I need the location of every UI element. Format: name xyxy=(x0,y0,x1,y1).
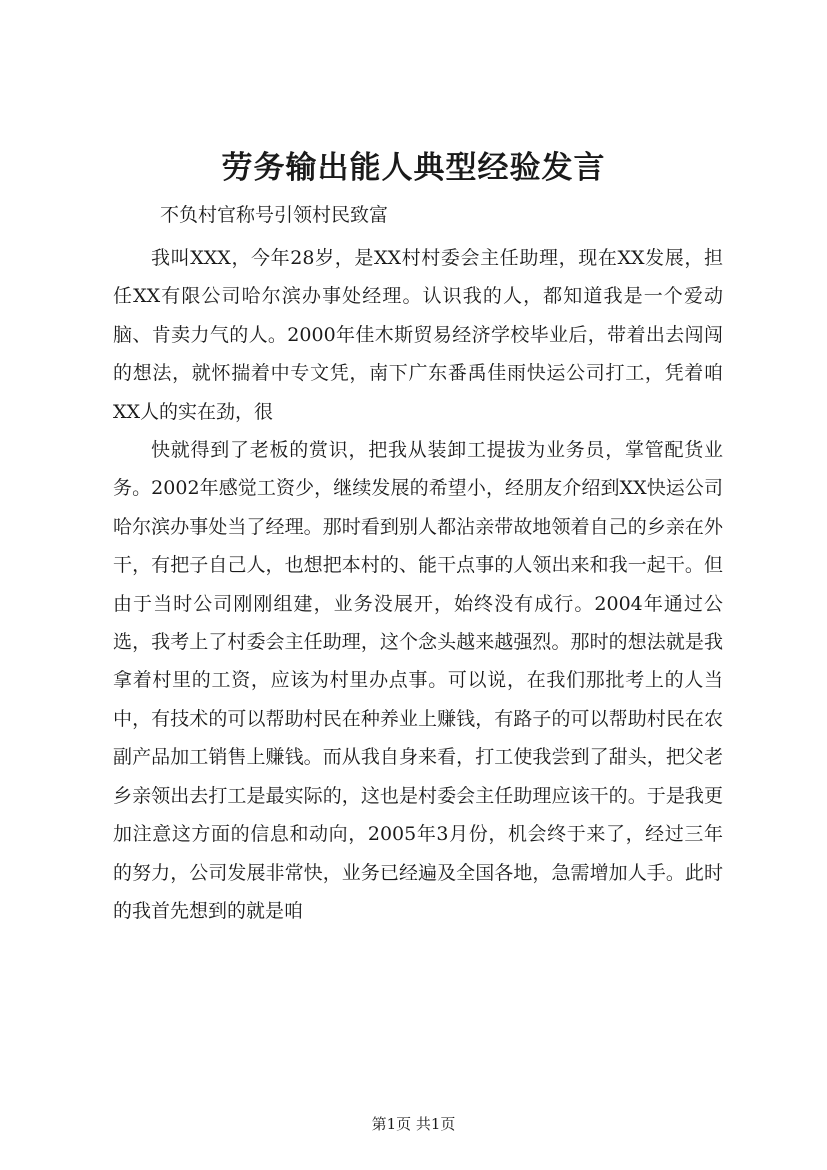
body-paragraph: 快就得到了老板的赏识，把我从装卸工提拔为业务员，掌管配货业务。2002年感觉工资少，继续发展的希望小，经朋友介绍到XX快运公司哈尔滨办事处当了经理。那时看到别人都沾亲带故地领着自己的乡亲在外干，有把子自己人，也想把本村的、能干点事的人领出来和我一起干。但由于当时公司刚刚组建，业务没展开，始终没有成行。2004年通过公选，我考上了村委会主任助理，这个念头越来越强烈。那时的想法就是我拿着村里的工资，应该为村里办点事。可以说，在我们那批考上的人当中，有技术的可以帮助村民在种养业上赚钱，有路子的可以帮助村民在农副产品加工销售上赚钱。而从我自身来看，打工使我尝到了甜头，把父老乡亲领出去打工是最实际的，这也是村委会主任助理应该干的。于是我更加注意这方面的信息和动向，2005年3月份，机会终于来了，经过三年的努力，公司发展非常快，业务已经遍及全国各地，急需增加人手。此时的我首先想到的就是咱 xyxy=(113,439,723,922)
document-title: 劳务输出能人典型经验发言 xyxy=(221,150,606,186)
document-body xyxy=(113,239,723,930)
page-footer: 第1页 共1页 xyxy=(371,1115,456,1133)
body-paragraph: 我叫XXX，今年28岁，是XX村村委会主任助理，现在XX发展，担任XX有限公司哈尔滨办事处经理。认识我的人，都知道我是一个爱动脑、肯卖力气的人。2000年佳木斯贸易经济学校毕业后，带着出去闯闯的想法，就怀揣着中专文凭，南下广东番禹佳雨快运公司打工，凭着咱XX人的实在劲，很 xyxy=(113,247,723,423)
document-subtitle: 不负村官称号引领村民致富 xyxy=(160,204,389,226)
